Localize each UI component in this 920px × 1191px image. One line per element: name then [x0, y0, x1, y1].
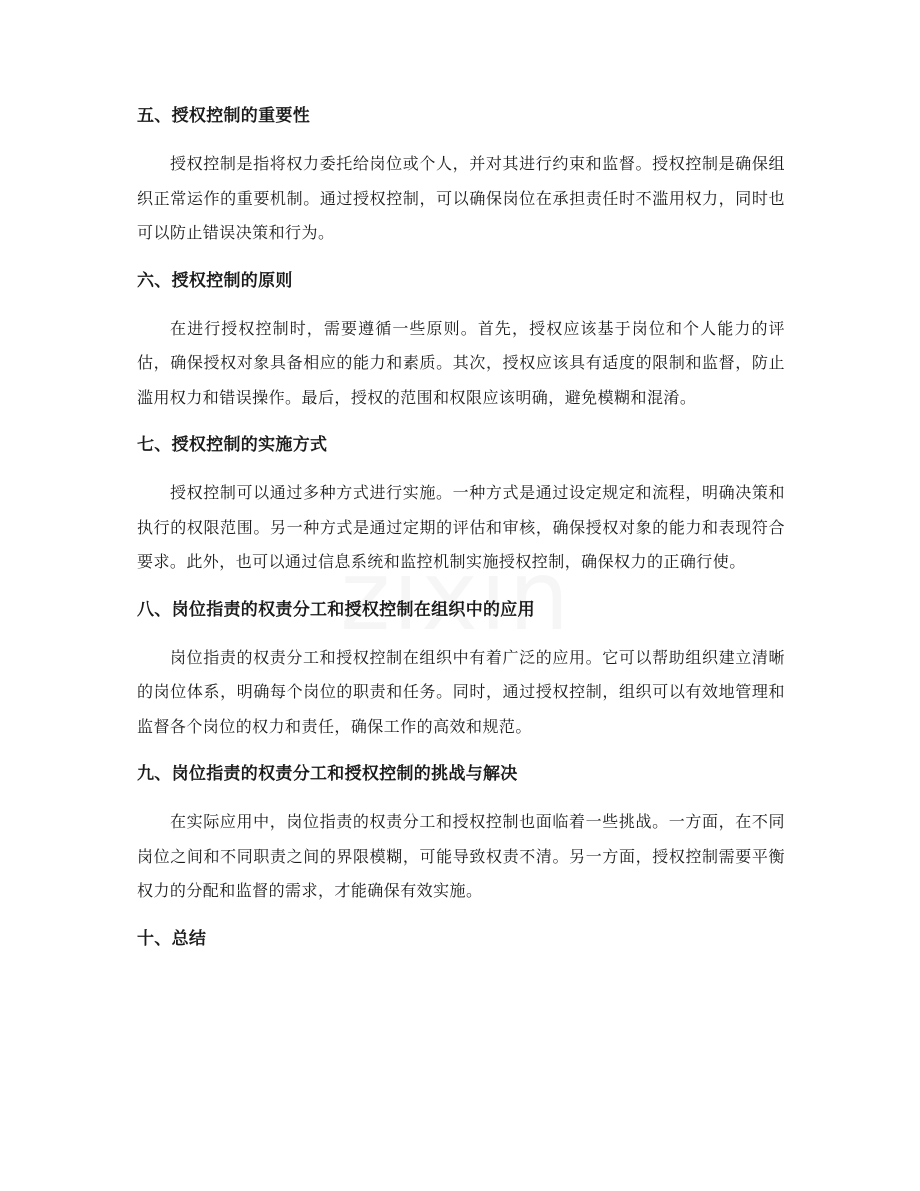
section-8	[137, 598, 785, 745]
section-heading: 七、授权控制的实施方式	[137, 435, 328, 455]
document-body	[137, 104, 785, 970]
section-heading: 六、授权控制的原则	[137, 270, 293, 291]
section-9	[137, 762, 785, 909]
section-heading: 九、岗位指责的权责分工和授权控制的挑战与解决	[137, 764, 518, 784]
section-5	[137, 104, 785, 251]
section-heading: 五、授权控制的重要性	[137, 106, 310, 126]
section-7	[137, 433, 785, 580]
section-paragraph: 岗位指责的权责分工和授权控制在组织中有着广泛的应用。它可以帮助组织建立清晰的岗位体系，明确每个岗位的职责和任务。同时，通过授权控制，组织可以有效地管理和监督各个岗位的权力和责任，确保工作的高效和规范。	[137, 647, 785, 736]
section-10	[137, 927, 785, 951]
section-paragraph: 在进行授权控制时，需要遵循一些原则。首先，授权应该基于岗位和个人能力的评估，确保授权对象具备相应的能力和素质。其次，授权应该具有适度的限制和监督，防止滥用权力和错误操作。最后，授权的范围和权限应该明确，避免模糊和混淆。	[137, 318, 785, 407]
section-heading: 十、总结	[137, 928, 207, 949]
section-heading: 八、岗位指责的权责分工和授权控制在组织中的应用	[137, 599, 535, 620]
section-paragraph: 授权控制可以通过多种方式进行实施。一种方式是通过设定规定和流程，明确决策和执行的权限范围。另一种方式是通过定期的评估和审核，确保授权对象的能力和表现符合要求。此外，也可以通过信息系统和监控机制实施授权控制，确保权力的正确行使。	[137, 483, 785, 571]
section-paragraph: 授权控制是指将权力委托给岗位或个人，并对其进行约束和监督。授权控制是确保组织正常运作的重要机制。通过授权控制，可以确保岗位在承担责任时不滥用权力，同时也可以防止错误决策和行为。	[137, 154, 785, 242]
section-6	[137, 269, 785, 416]
section-paragraph: 在实际应用中，岗位指责的权责分工和授权控制也面临着一些挑战。一方面，在不同岗位之间和不同职责之间的界限模糊，可能导致权责不清。另一方面，授权控制需要平衡权力的分配和监督的需求，才能确保有效实施。	[137, 812, 785, 900]
